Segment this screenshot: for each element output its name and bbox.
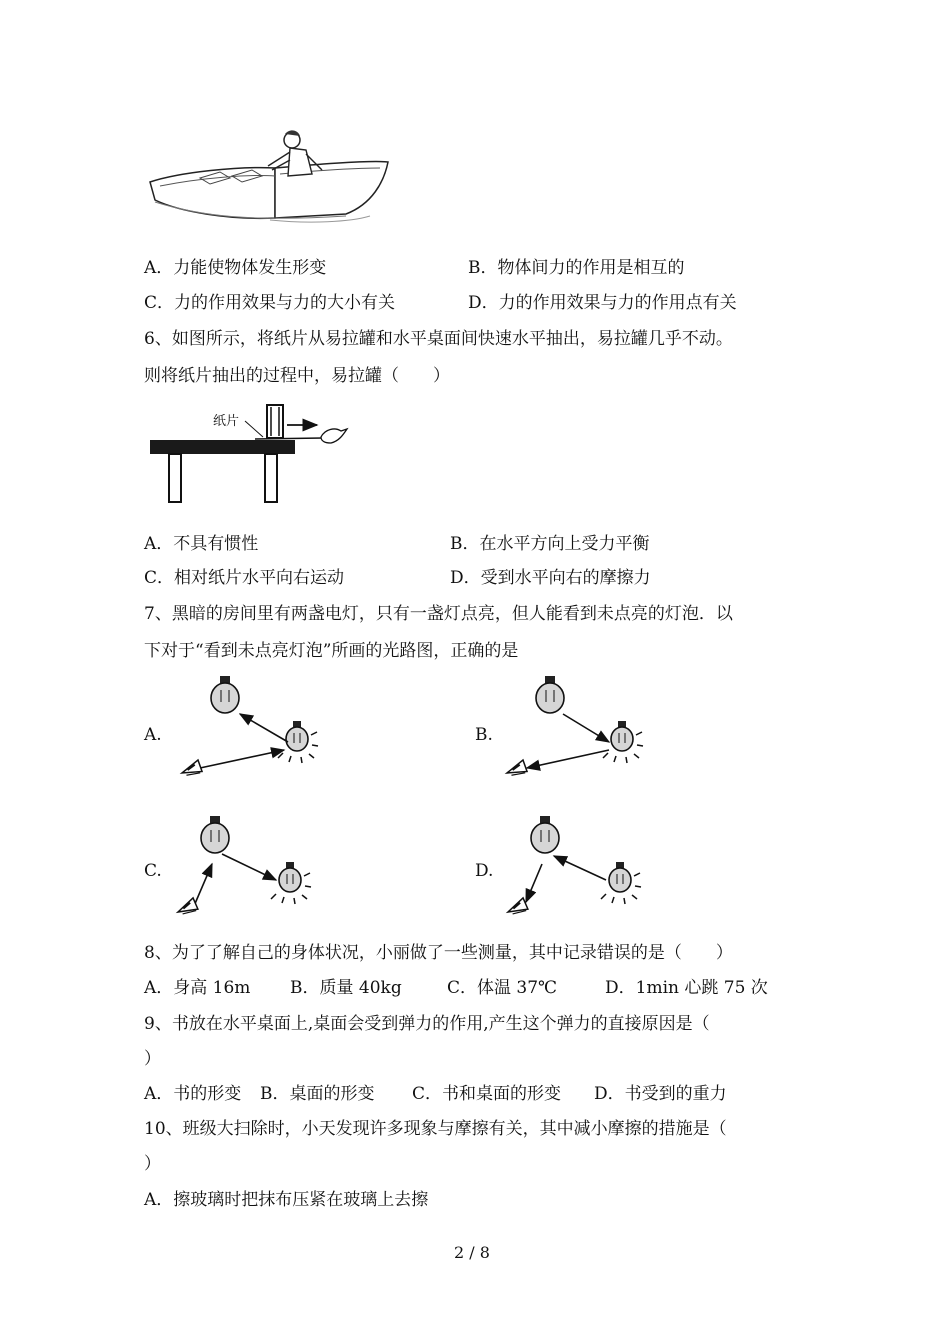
q10-stem-line1: 10、班级大扫除时，小天发现许多现象与摩擦有关，其中减小摩擦的措施是（ xyxy=(144,1119,727,1139)
q7-diagram-b xyxy=(495,670,665,780)
boat-illustration xyxy=(140,120,400,230)
q7-diagram-d xyxy=(500,810,670,920)
lit-bulb-icon xyxy=(271,862,311,904)
q9-option-a: A．书的形变 xyxy=(144,1084,242,1104)
q9-option-b: B．桌面的形变 xyxy=(260,1084,375,1104)
eye-icon xyxy=(176,897,199,914)
light-path-diagram-a xyxy=(170,670,340,780)
q9-option-d: D．书受到的重力 xyxy=(594,1084,727,1104)
unlit-bulb-icon xyxy=(201,816,229,853)
q5-option-d: D．力的作用效果与力的作用点有关 xyxy=(468,293,737,313)
table-can-figure xyxy=(145,395,360,507)
eye-icon xyxy=(180,760,202,776)
q6-stem-line2: 则将纸片抽出的过程中，易拉罐（ ） xyxy=(144,366,450,386)
q7-option-b-label: B. xyxy=(475,725,493,745)
light-path-diagram-c xyxy=(170,810,340,920)
q7-stem-line2: 下对于“看到未点亮灯泡”所画的光路图，正确的是 xyxy=(144,641,519,661)
q7-diagram-a xyxy=(170,670,340,780)
q9-option-c: C．书和桌面的形变 xyxy=(412,1084,562,1104)
table-can-illustration xyxy=(145,395,360,507)
q10-option-a: A．擦玻璃时把抹布压紧在玻璃上去擦 xyxy=(144,1190,429,1210)
q8-stem: 8、为了了解自己的身体状况，小丽做了一些测量，其中记录错误的是（ ） xyxy=(144,943,733,963)
unlit-bulb-icon xyxy=(531,816,559,853)
q6-option-b: B．在水平方向上受力平衡 xyxy=(450,534,650,554)
unlit-bulb-icon xyxy=(536,676,564,713)
q10-stem-line2: ） xyxy=(144,1154,161,1174)
q9-stem-line2: ） xyxy=(144,1049,161,1069)
q9-stem-line1: 9、书放在水平桌面上,桌面会受到弹力的作用,产生这个弹力的直接原因是（ xyxy=(144,1014,710,1034)
eye-icon xyxy=(506,897,529,914)
q5-option-b: B．物体间力的作用是相互的 xyxy=(468,258,685,278)
q6-option-d: D．受到水平向右的摩擦力 xyxy=(450,568,651,588)
lit-bulb-icon xyxy=(601,862,641,904)
q5-option-a: A．力能使物体发生形变 xyxy=(144,258,327,278)
q8-option-c: C．体温 37℃ xyxy=(447,978,558,998)
light-path-diagram-b xyxy=(495,670,665,780)
q6-stem-line1: 6、如图所示，将纸片从易拉罐和水平桌面间快速水平抽出，易拉罐几乎不动。 xyxy=(144,329,733,349)
q8-option-d: D．1min 心跳 75 次 xyxy=(605,978,768,998)
q8-option-a: A．身高 16m xyxy=(144,978,251,998)
unlit-bulb-icon xyxy=(211,676,239,713)
q7-diagram-c xyxy=(170,810,340,920)
q7-option-a-label: A. xyxy=(144,725,162,745)
q7-option-d-label: D. xyxy=(475,861,494,881)
q7-option-c-label: C. xyxy=(144,861,162,881)
paper-label: 纸片 xyxy=(213,414,240,429)
q5-option-c: C．力的作用效果与力的大小有关 xyxy=(144,293,396,313)
boat-figure xyxy=(140,120,400,230)
light-path-diagram-d xyxy=(500,810,670,920)
q8-option-b: B．质量 40kg xyxy=(290,978,402,998)
lit-bulb-icon xyxy=(278,721,318,763)
eye-icon xyxy=(505,760,527,776)
q6-option-a: A．不具有惯性 xyxy=(144,534,259,554)
page-number: 2 / 8 xyxy=(454,1243,490,1262)
q6-option-c: C．相对纸片水平向右运动 xyxy=(144,568,345,588)
q7-stem-line1: 7、黑暗的房间里有两盏电灯，只有一盏灯点亮，但人能看到未点亮的灯泡．以 xyxy=(144,604,733,624)
